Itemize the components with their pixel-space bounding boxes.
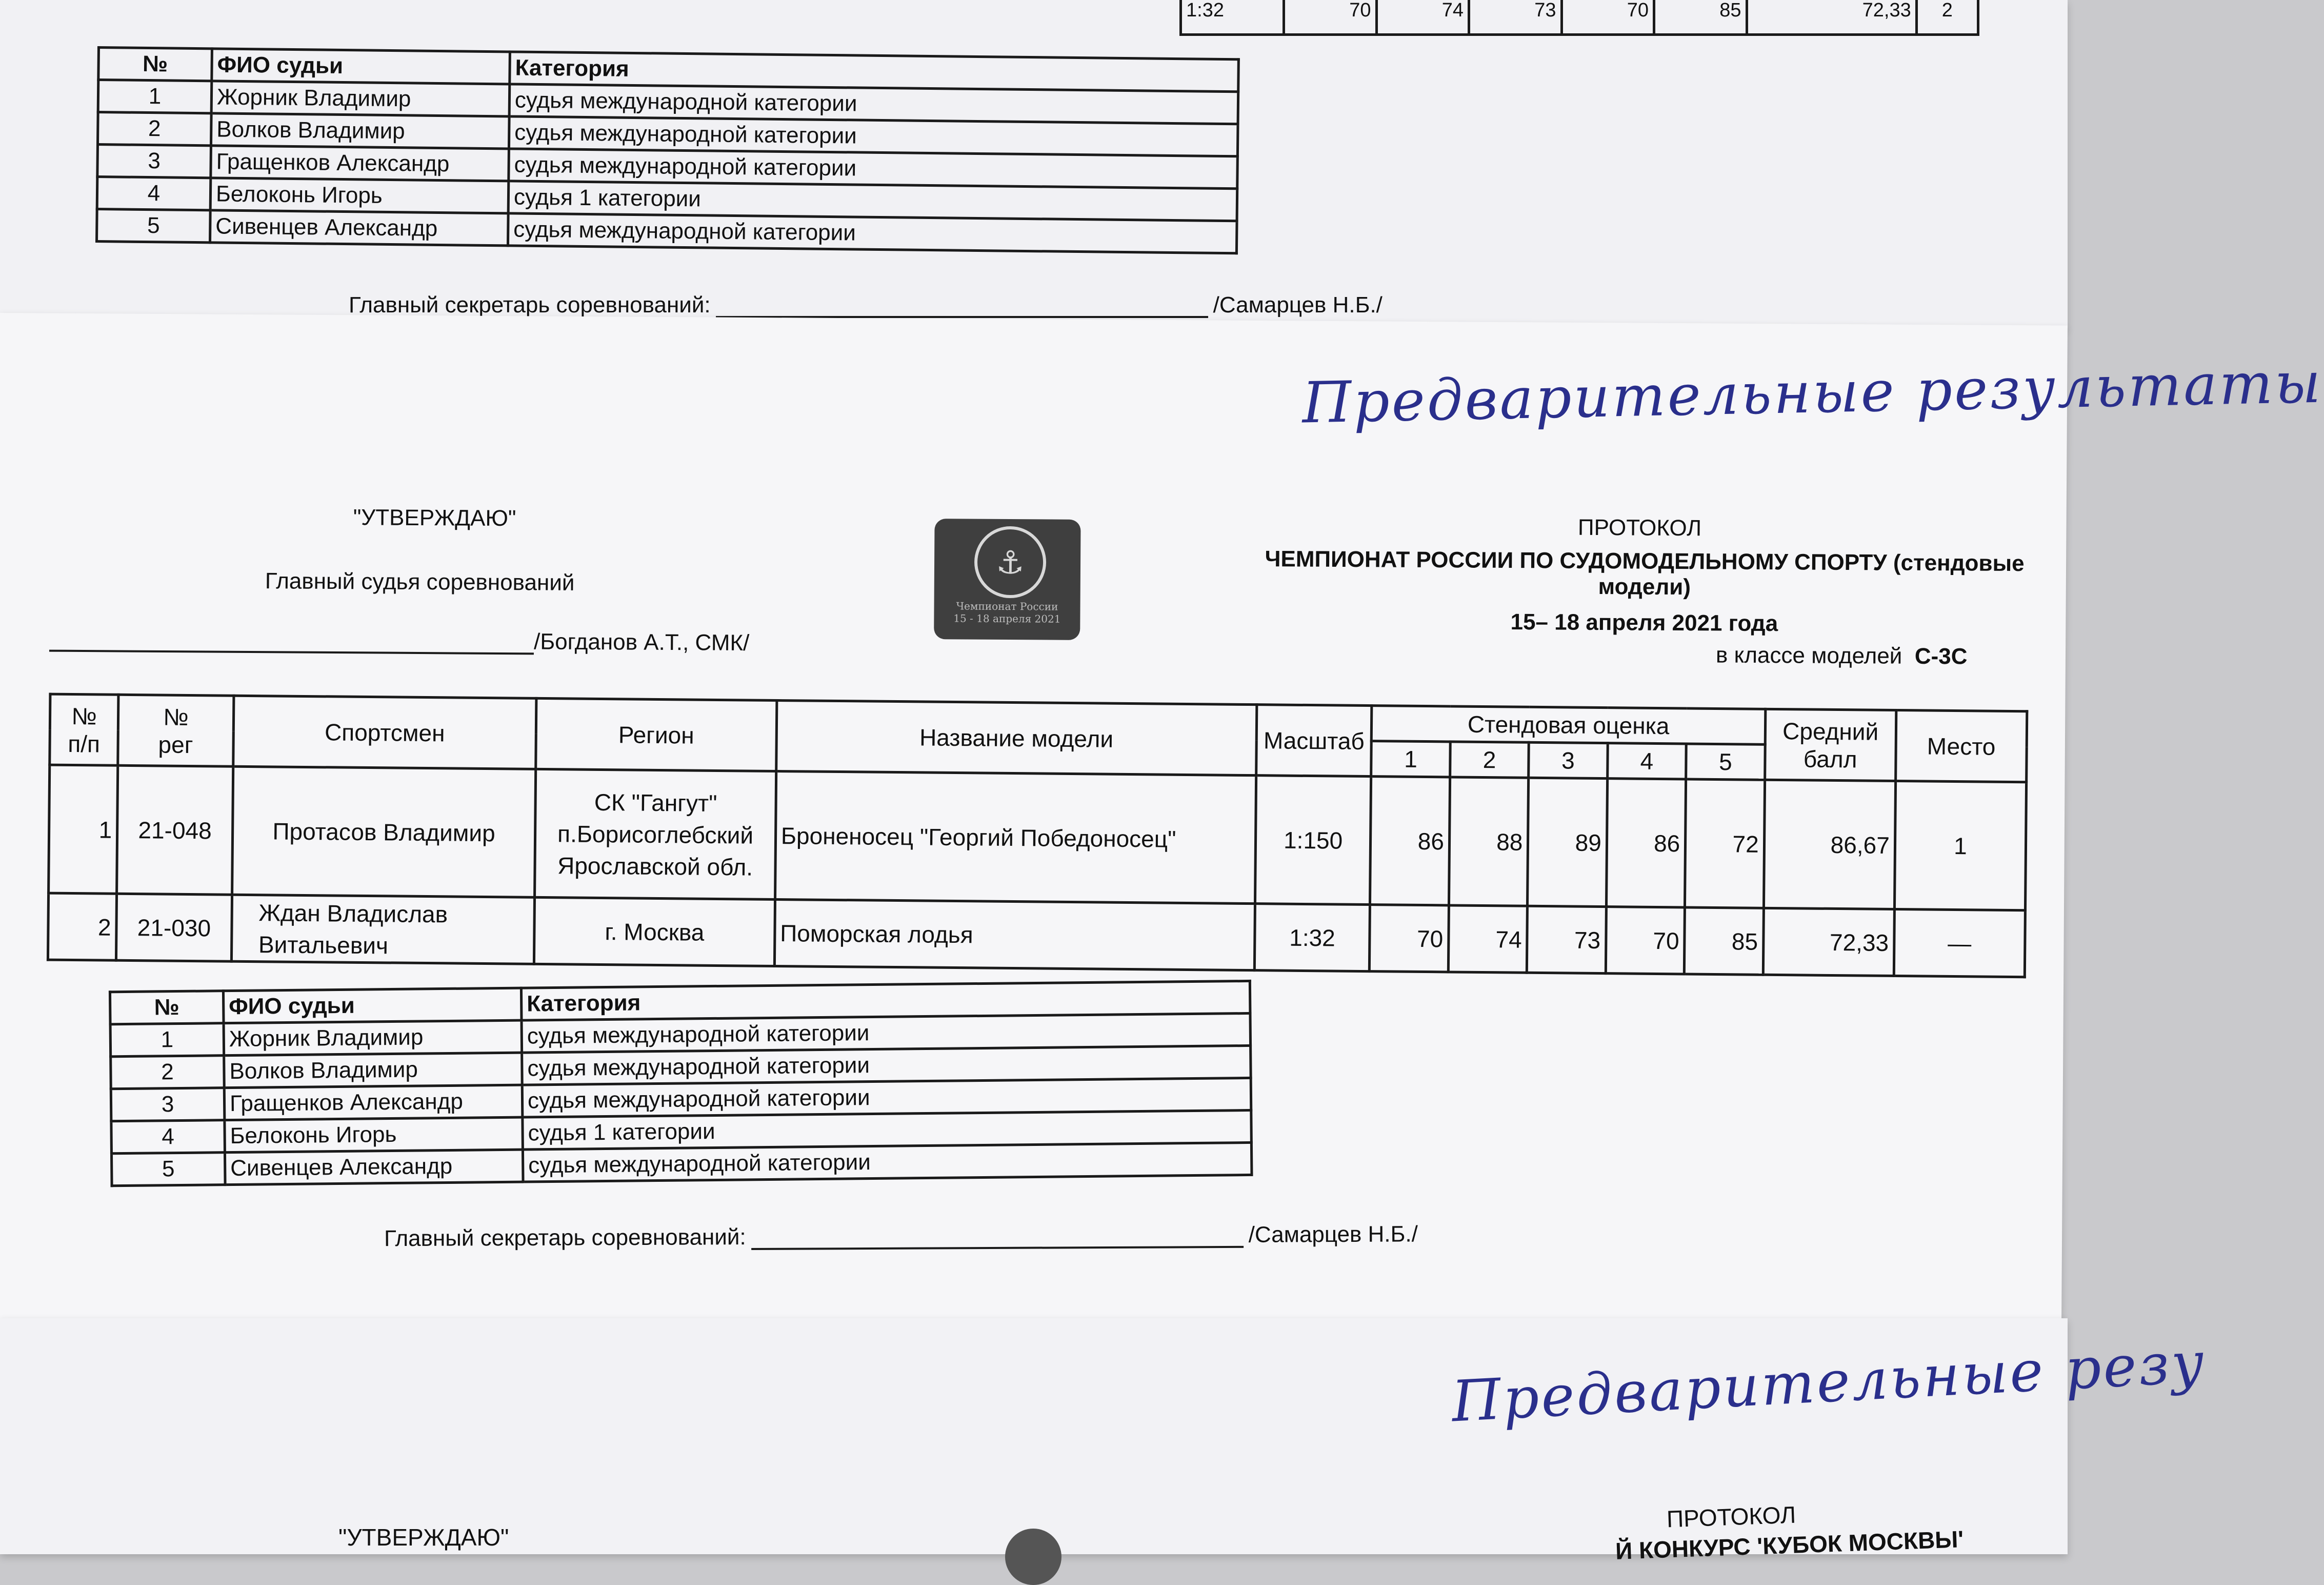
col-avg	[1765, 709, 1896, 781]
cell-score: 74	[1448, 905, 1528, 973]
col-avg-line: Средний	[1782, 717, 1879, 745]
signature-line	[49, 629, 534, 655]
approve-signature	[49, 626, 749, 656]
cell-avg: 86,67	[1764, 780, 1895, 909]
judges-table-top	[95, 46, 1240, 254]
secretary-name: /Самарцев Н.Б./	[1213, 292, 1383, 318]
cell-athlete	[231, 895, 535, 964]
protocol-title-line: ЧЕМПИОНАТ РОССИИ ПО СУДОМОДЕЛЬНОМУ СПОРТУ (стендовые	[1265, 546, 2025, 577]
approve-title: "УТВЕРЖДАЮ"	[353, 505, 516, 531]
top-score: 70	[1284, 0, 1377, 35]
judge-cat: судья международной категории	[522, 1078, 1251, 1117]
secretary-line-main	[384, 1221, 1418, 1252]
secretary-name: /Самарцев Н.Б./	[1248, 1221, 1418, 1247]
col-np-line: №	[71, 702, 97, 729]
cell-place: —	[1894, 909, 2025, 977]
judge-cat: судья международной категории	[522, 1045, 1251, 1085]
judge-cat: судья 1 категории	[508, 181, 1237, 221]
judge-cat: судья международной категории	[523, 1142, 1252, 1182]
cell-score: 73	[1527, 906, 1607, 973]
top-score: 85	[1654, 0, 1747, 35]
judge-cat: судья 1 категории	[523, 1110, 1252, 1150]
region-line: СК "Гангут"	[594, 788, 717, 817]
top-avg: 72,33	[1747, 0, 1916, 35]
logo-caption	[934, 600, 1080, 625]
col-reg-line: рег	[158, 730, 193, 758]
judge-cat: судья международной категории	[508, 213, 1237, 253]
top-score: 70	[1561, 0, 1654, 35]
col-reg-line: №	[163, 703, 189, 730]
cell-np: 1	[49, 765, 118, 894]
col-avg-line: балл	[1803, 745, 1857, 772]
top-score: 73	[1469, 0, 1562, 35]
emblem-icon	[1005, 1529, 1061, 1585]
judge-n: 5	[97, 209, 211, 243]
signature-line	[716, 295, 1208, 318]
bottom-approve: "УТВЕРЖДАЮ"	[338, 1524, 509, 1551]
secretary-line-top	[349, 292, 1383, 318]
protocol-dates: 15– 18 апреля 2021 года	[1510, 609, 1778, 637]
cell-athlete: Протасов Владимир	[232, 766, 536, 897]
judge-cat: судья международной категории	[509, 116, 1238, 156]
judge-n: 5	[111, 1153, 225, 1186]
bottom-sheet	[0, 1318, 2208, 1564]
region-line: Ярославской обл.	[557, 851, 753, 881]
col-np	[50, 694, 118, 765]
cell-score: 89	[1528, 778, 1608, 906]
col-score-n: 4	[1607, 743, 1686, 779]
logo-caption-line: 15 - 18 апреля 2021	[953, 612, 1061, 625]
top-place: 2	[1916, 0, 1978, 35]
handwritten-note: Предварительные результаты	[1301, 349, 2323, 436]
judge-n: 3	[97, 145, 211, 178]
col-place: Место	[1895, 710, 2027, 782]
top-scale: 1:32	[1181, 0, 1284, 35]
col-reg	[118, 695, 234, 766]
logo-caption-line: Чемпионат России	[956, 600, 1058, 613]
col-np-line: п/п	[68, 730, 101, 757]
region-line: п.Борисоглебский	[557, 820, 754, 849]
col-athlete: Спортсмен	[233, 696, 536, 769]
cell-model: Поморская лодья	[774, 899, 1255, 970]
judge-n: 3	[111, 1088, 225, 1121]
judge-fio: Белоконь Игорь	[210, 178, 509, 213]
judge-fio: Жорник Владимир	[224, 1020, 522, 1056]
judges-col-n: №	[98, 48, 212, 81]
judge-cat: судья международной категории	[509, 84, 1238, 124]
athlete-line: Витальевич	[258, 930, 389, 959]
cell-place: 1	[1894, 781, 2026, 910]
col-score-n: 2	[1450, 742, 1529, 778]
judge-fio: Волков Владимир	[211, 113, 509, 149]
cell-np: 2	[48, 893, 116, 960]
cell-score: 86	[1370, 777, 1450, 905]
cell-region: г. Москва	[534, 897, 775, 966]
emblem-icon: ⚓	[974, 526, 1047, 599]
table-row	[49, 765, 2027, 910]
judge-fio: Волков Владимир	[224, 1053, 523, 1088]
judges-col-fio: ФИО судьи	[212, 49, 510, 84]
class-label: в классе моделей	[1715, 642, 1902, 669]
judge-n: 1	[110, 1023, 224, 1057]
cell-score: 70	[1370, 905, 1449, 972]
athlete-line: Ждан Владислав	[258, 899, 448, 927]
bottom-protocol: ПРОТОКОЛ	[1666, 1501, 1796, 1533]
top-results-strip	[1179, 0, 1979, 36]
protocol-label: ПРОТОКОЛ	[1577, 514, 1702, 541]
judge-n: 4	[97, 177, 211, 210]
main-sheet	[0, 313, 2323, 1357]
judge-n: 4	[111, 1120, 225, 1154]
approve-role: Главный судья соревнований	[265, 568, 575, 596]
cell-model: Броненосец "Георгий Победоносец"	[775, 771, 1256, 903]
judge-n: 2	[97, 112, 211, 146]
judge-fio: Гращенков Александр	[211, 146, 509, 181]
cell-scale: 1:150	[1255, 776, 1371, 905]
secretary-label: Главный секретарь соревнований:	[349, 292, 711, 318]
col-model: Название модели	[776, 700, 1256, 775]
secretary-label: Главный секретарь соревнований:	[384, 1224, 746, 1252]
judges-col-n: №	[110, 991, 224, 1024]
protocol-title-line: модели)	[1598, 574, 1691, 600]
class-value: С-3С	[1914, 643, 1968, 669]
judge-fio: Сивенцев Александр	[225, 1150, 523, 1185]
cell-scale: 1:32	[1254, 904, 1370, 972]
judges-col-fio: ФИО судьи	[223, 988, 522, 1023]
signature-line	[751, 1225, 1244, 1250]
cell-reg: 21-048	[117, 765, 233, 895]
approve-name: /Богданов А.Т., СМК/	[533, 629, 750, 656]
top-sheet	[0, 0, 2068, 328]
judge-n: 2	[111, 1056, 225, 1089]
col-scores: Стендовая оценка	[1372, 706, 1766, 745]
cell-avg: 72,33	[1763, 908, 1894, 976]
championship-logo	[934, 519, 1080, 640]
judge-fio: Гращенков Александр	[224, 1085, 523, 1120]
cell-score: 88	[1449, 777, 1529, 906]
cell-score: 72	[1685, 779, 1765, 908]
judge-n: 1	[98, 80, 212, 113]
handwritten-note: Предварительные резу	[1450, 1329, 2208, 1435]
protocol-title	[1255, 546, 2035, 602]
col-score-n: 3	[1529, 742, 1608, 778]
col-score-n: 1	[1371, 741, 1450, 777]
cell-region	[535, 769, 776, 899]
cell-score: 70	[1606, 907, 1685, 974]
col-region: Регион	[536, 698, 777, 771]
cell-score: 86	[1606, 779, 1686, 907]
bottom-title-partial: Й КОНКУРС 'КУБОК МОСКВЫ'	[1615, 1525, 1965, 1564]
col-scale: Масштаб	[1256, 705, 1372, 777]
results-table	[47, 693, 2028, 979]
cell-score: 85	[1685, 907, 1764, 975]
judges-col-cat: Категория	[510, 52, 1239, 92]
judge-fio: Жорник Владимир	[211, 81, 510, 116]
col-score-n: 5	[1686, 744, 1765, 780]
judges-table-main	[109, 980, 1253, 1187]
judge-cat: судья международной категории	[522, 1013, 1251, 1053]
model-class	[1716, 642, 1968, 669]
judge-fio: Белоконь Игорь	[225, 1117, 523, 1153]
judge-fio: Сивенцев Александр	[210, 210, 509, 246]
cell-reg: 21-030	[116, 894, 232, 961]
judge-cat: судья международной категории	[509, 149, 1238, 189]
top-score: 74	[1376, 0, 1469, 35]
judges-col-cat: Категория	[521, 981, 1250, 1020]
